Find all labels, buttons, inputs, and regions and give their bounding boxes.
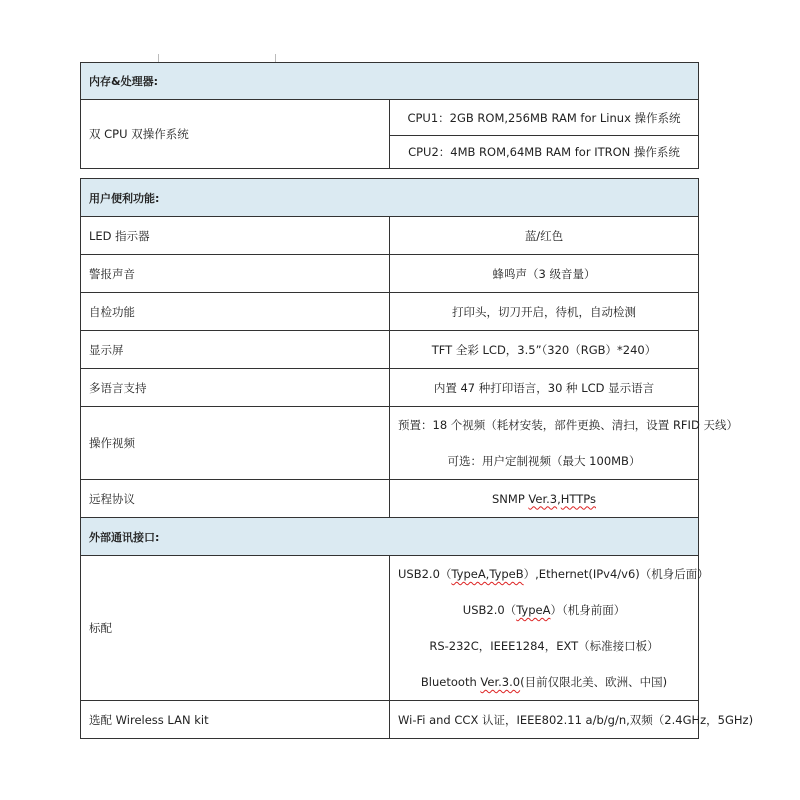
video-preset: 预置：18 个视频（耗材安装，部件更换、清扫，设置 RFID 天线） — [398, 418, 738, 432]
standard-value — [390, 556, 709, 701]
table-row — [81, 217, 699, 255]
memory-processor-header: 内存&处理器: — [81, 63, 699, 100]
interface-header: 外部通讯接口: — [81, 518, 699, 556]
led-label: LED 指示器 — [81, 217, 390, 255]
standard-line-4-c: (目前仅限北美、欧洲、中国) — [520, 675, 668, 689]
table-row — [81, 369, 699, 407]
remote-protocol-label: 远程协议 — [81, 480, 390, 518]
table-border-tick — [275, 54, 276, 62]
standard-line-2-b: TypeA — [516, 603, 551, 617]
video-optional: 可选：用户定制视频（最大 100MB） — [447, 454, 641, 468]
standard-line-1-c: ）,Ethernet(IPv4/v6)（机身后面） — [523, 567, 709, 581]
display-value: TFT 全彩 LCD，3.5”（320（RGB）*240） — [390, 331, 699, 369]
self-check-value: 打印头，切刀开启，待机，自动检测 — [390, 293, 699, 331]
table-row — [81, 556, 699, 701]
dual-cpu-label: 双 CPU 双操作系统 — [81, 100, 390, 169]
standard-line-1-b: TypeA,TypeB — [451, 567, 524, 581]
table-row — [81, 100, 699, 136]
standard-line-1-a: USB2.0（ — [398, 567, 452, 581]
table-row — [81, 293, 699, 331]
video-label: 操作视频 — [81, 407, 390, 480]
remote-protocol-value — [390, 480, 699, 518]
section-header-row — [81, 63, 699, 100]
multi-language-value: 内置 47 种打印语言，30 种 LCD 显示语言 — [390, 369, 699, 407]
video-value — [390, 407, 738, 480]
standard-line-4-a: Bluetooth — [420, 675, 481, 689]
self-check-label: 自检功能 — [81, 293, 390, 331]
convenience-header: 用户便利功能: — [81, 179, 699, 217]
remote-prefix: SNMP — [492, 491, 529, 506]
table-row — [81, 480, 699, 518]
table-border-tick — [158, 54, 159, 62]
table-row — [81, 701, 699, 739]
table-row — [81, 407, 699, 480]
remote-separator: , — [557, 491, 561, 506]
standard-line-2-c: ）（机身前面） — [550, 603, 626, 617]
cpu2-value: CPU2：4MB ROM,64MB RAM for ITRON 操作系统 — [390, 136, 699, 169]
wireless-label: 选配 Wireless LAN kit — [81, 701, 390, 739]
wireless-value: Wi-Fi and CCX 认证，IEEE802.11 a/b/g/n,双频（2.4GHz，5GHz) — [390, 701, 699, 739]
remote-https: HTTPs — [560, 491, 596, 506]
standard-line-4-b: Ver.3.0 — [480, 675, 521, 689]
section-header-row — [81, 179, 699, 217]
display-label: 显示屏 — [81, 331, 390, 369]
led-value: 蓝/红色 — [390, 217, 699, 255]
standard-line-3: RS-232C，IEEE1284，EXT（标准接口板） — [429, 639, 659, 653]
alarm-value: 蜂鸣声（3 级音量） — [390, 255, 699, 293]
standard-line-2 — [398, 592, 690, 628]
standard-line-4 — [398, 664, 690, 700]
multi-language-label: 多语言支持 — [81, 369, 390, 407]
table-row — [81, 331, 699, 369]
standard-line-2-a: USB2.0（ — [462, 603, 517, 617]
cpu1-value: CPU1：2GB ROM,256MB RAM for Linux 操作系统 — [390, 100, 699, 136]
memory-processor-table — [80, 62, 699, 169]
alarm-label: 警报声音 — [81, 255, 390, 293]
table-row — [81, 255, 699, 293]
standard-label: 标配 — [81, 556, 390, 701]
section-header-row — [81, 518, 699, 556]
standard-line-1 — [398, 556, 709, 592]
remote-version: Ver.3 — [528, 491, 558, 506]
specs-table — [80, 178, 754, 739]
